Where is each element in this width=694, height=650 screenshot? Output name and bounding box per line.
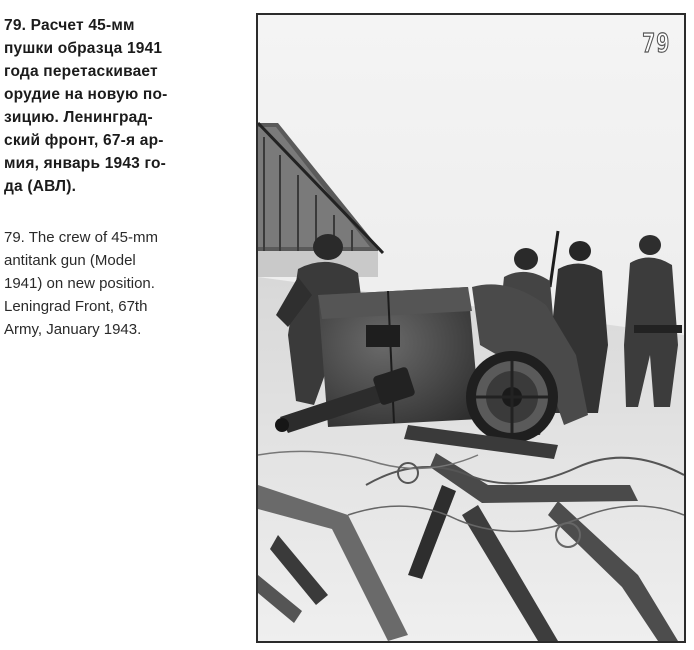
caption-en-line: antitank gun (Model	[4, 252, 136, 269]
photo-number-label: 79	[641, 29, 670, 59]
caption-ru-line: года перетаскивает	[4, 63, 158, 80]
caption-en-line: Army, January 1943.	[4, 321, 142, 338]
gun-wheel	[466, 351, 558, 443]
caption-ru-line: 79. Расчет 45-мм	[4, 17, 135, 34]
caption-russian	[4, 14, 228, 198]
caption-ru-line: мия, январь 1943 го-	[4, 155, 166, 172]
historical-photograph	[256, 13, 686, 643]
caption-en-line: 79. The crew of 45-mm	[4, 229, 158, 246]
caption-en-line: Leningrad Front, 67th	[4, 298, 148, 315]
caption-ru-line: ский фронт, 67-я ар-	[4, 132, 164, 149]
caption-ru-line: да (АВЛ).	[4, 178, 77, 195]
photo-illustration	[258, 15, 684, 641]
caption-english	[4, 226, 218, 341]
caption-ru-line: орудие на новую по-	[4, 86, 168, 103]
caption-ru-line: пушки образца 1941	[4, 40, 163, 57]
caption-ru-line: зицию. Ленинград-	[4, 109, 153, 126]
caption-en-line: 1941) on new position.	[4, 275, 155, 292]
